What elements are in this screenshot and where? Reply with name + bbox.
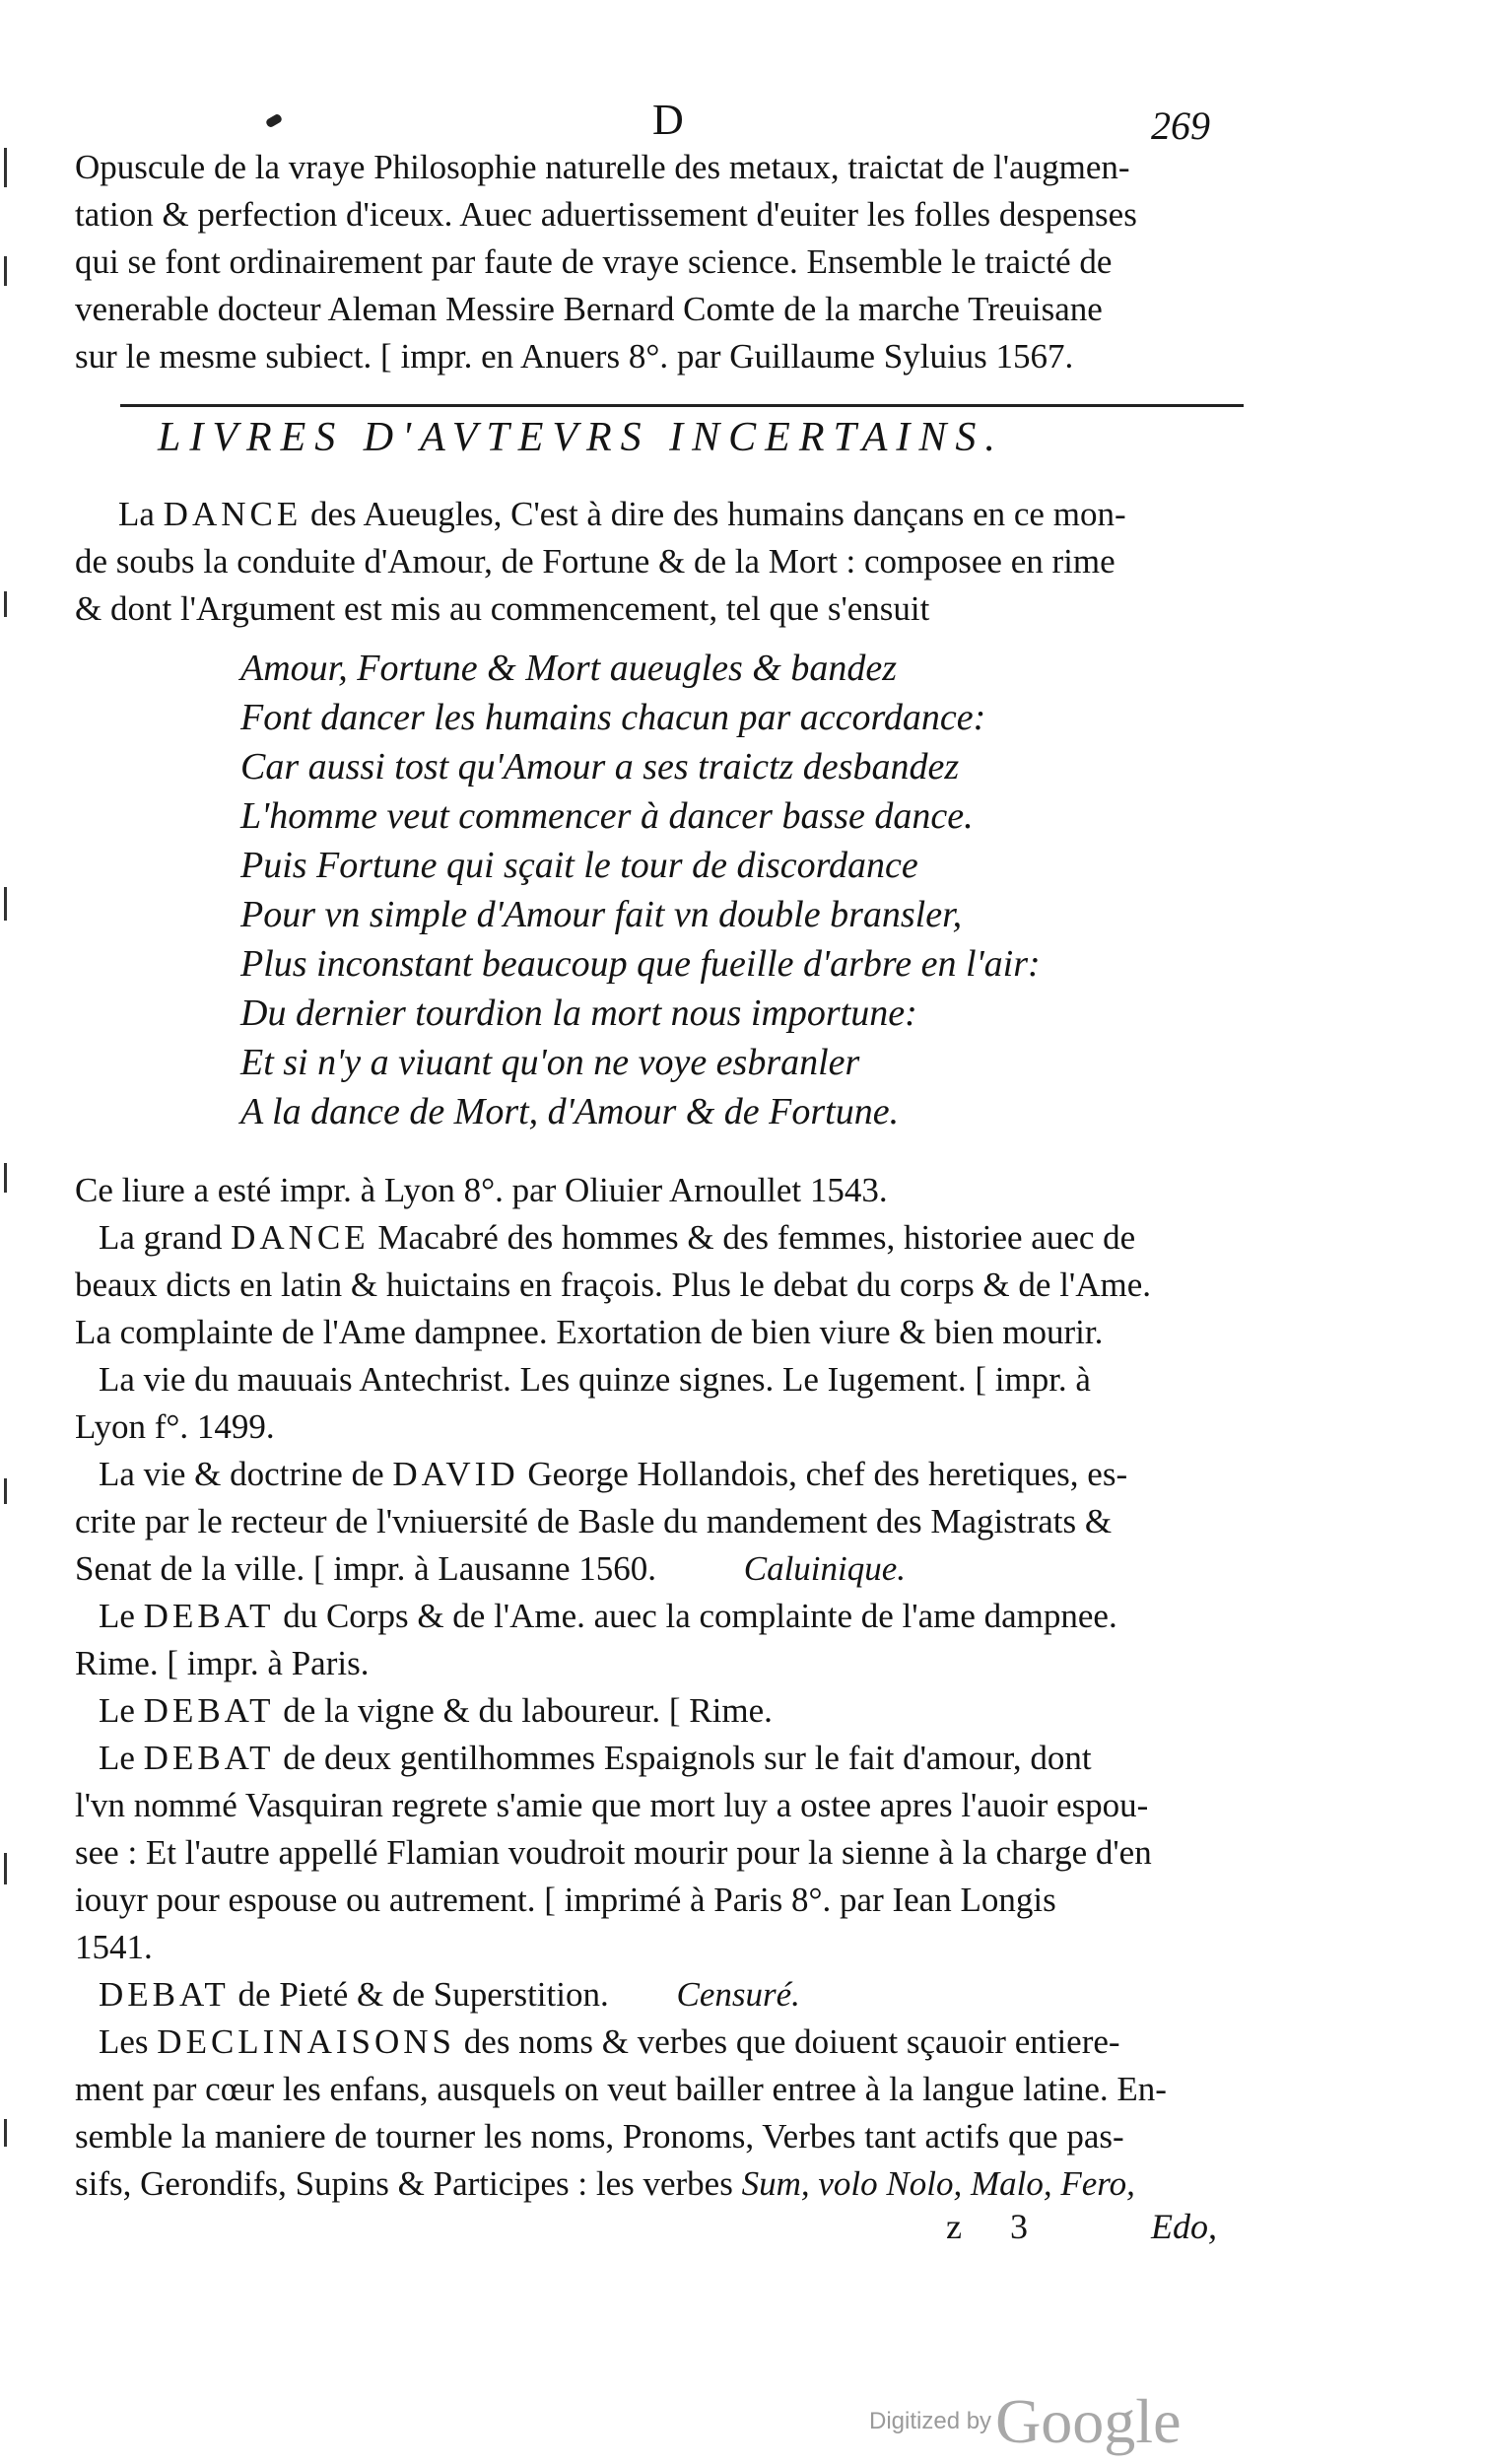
entry-text: sifs, Gerondifs, Supins & Participes : les verbes bbox=[75, 2164, 733, 2203]
entry-note: Caluinique. bbox=[743, 1549, 907, 1588]
entry-lead: Les bbox=[99, 2022, 149, 2061]
dance-entry-line bbox=[118, 493, 1126, 536]
entry-lead: La vie & doctrine de bbox=[99, 1455, 384, 1493]
verse-line: Plus inconstant beaucoup que fueille d'arbre en l'air: bbox=[240, 943, 1041, 985]
debat-corps-entry-line: Rime. [ impr. à Paris. bbox=[75, 1644, 370, 1682]
verse-line: Car aussi tost qu'Amour a ses traictz desbandez bbox=[240, 746, 960, 787]
entry-text: George Hollandois, chef des heretiques, es- bbox=[518, 1455, 1128, 1493]
section-heading: LIVRES D'AVTEVRS INCERTAINS. bbox=[158, 415, 1004, 460]
entry-text: de la vigne & du laboureur. [ Rime. bbox=[274, 1691, 773, 1730]
verse-line: Et si n'y a viuant qu'on ne voye esbranler bbox=[240, 1042, 860, 1083]
declinaisons-entry-line: semble la maniere de tourner les noms, Pronoms, Verbes tant actifs que pas- bbox=[75, 2117, 1124, 2156]
debat-gentil-entry-line: iouyr pour espouse ou autrement. [ imprimé à Paris 8°. par Iean Longis bbox=[75, 1881, 1056, 1919]
page-number: 269 bbox=[1151, 103, 1210, 148]
left-margin-gutter bbox=[0, 0, 24, 2464]
google-logo: Google bbox=[995, 2386, 1182, 2456]
catchword: Edo, bbox=[1151, 2207, 1217, 2246]
entry-text: Macabré des hommes & des femmes, historiee auec de bbox=[369, 1218, 1136, 1257]
declinaisons-entry-line: ment par cœur les enfans, ausquels on veut bailler entree à la langue latine. En- bbox=[75, 2070, 1167, 2108]
entry-title: DEBAT bbox=[143, 1597, 275, 1635]
entry-title: DEBAT bbox=[99, 1975, 230, 2014]
verse-line: Puis Fortune qui sçait le tour de discordance bbox=[240, 845, 918, 886]
verse-line: A la dance de Mort, d'Amour & de Fortune. bbox=[240, 1091, 900, 1132]
debat-piete-entry-line bbox=[99, 1973, 800, 2017]
macabre-entry-line: La complainte de l'Ame dampnee. Exortation de bien viure & bien mourir. bbox=[75, 1313, 1104, 1351]
running-header-letter: D bbox=[652, 96, 684, 144]
entry-lead: Le bbox=[99, 1597, 135, 1635]
entry-title: DANCE bbox=[231, 1218, 370, 1257]
david-entry-line bbox=[75, 1547, 906, 1591]
entry-text: de Pieté & de Superstition. bbox=[229, 1975, 609, 2014]
entry-text: de deux gentilhommes Espaignols sur le fait d'amour, dont bbox=[274, 1739, 1092, 1777]
opening-line: tation & perfection d'iceux. Auec aduertissement d'euiter les folles despenses bbox=[75, 195, 1137, 234]
declinaisons-entry-line bbox=[75, 2162, 1135, 2206]
entry-note: Censuré. bbox=[676, 1975, 800, 2014]
declinaisons-entry-line bbox=[99, 2020, 1120, 2064]
section-divider bbox=[120, 404, 1244, 407]
entry-text: des noms & verbes que doiuent sçauoir entiere- bbox=[455, 2022, 1120, 2061]
entry-lead: La bbox=[118, 495, 155, 533]
entry-title: DEBAT bbox=[143, 1691, 275, 1730]
dance-entry-line: & dont l'Argument est mis au commencement, tel que s'ensuit bbox=[75, 589, 930, 628]
dance-entry-line: de soubs la conduite d'Amour, de Fortune & de la Mort : composee en rime bbox=[75, 542, 1116, 581]
opening-line: Opuscule de la vraye Philosophie naturelle des metaux, traictat de l'augmen- bbox=[75, 148, 1130, 186]
opening-line: sur le mesme subiect. [ impr. en Anuers 8°. par Guillaume Syluius 1567. bbox=[75, 337, 1074, 376]
entry-lead: Le bbox=[99, 1691, 135, 1730]
entry-lead: La grand bbox=[99, 1218, 223, 1257]
macabre-entry-line: La vie du mauuais Antechrist. Les quinze signes. Le Iugement. [ impr. à bbox=[99, 1360, 1091, 1399]
entry-latin-words: Sum, volo Nolo, Malo, Fero, bbox=[741, 2164, 1135, 2203]
opening-line: qui se font ordinairement par faute de vraye science. Ensemble le traicté de bbox=[75, 242, 1113, 281]
debat-gentil-entry-line: l'vn nommé Vasquiran regrete s'amie que mort luy a ostee apres l'auoir espou- bbox=[75, 1786, 1149, 1824]
debat-gentil-entry-line bbox=[99, 1737, 1092, 1780]
entry-lead: Le bbox=[99, 1739, 135, 1777]
david-entry-line: crite par le recteur de l'vniuersité de Basle du mandement des Magistrats & bbox=[75, 1502, 1113, 1540]
debat-gentil-entry-line: see : Et l'autre appellé Flamian voudroit mourir pour la sienne à la charge d'en bbox=[75, 1833, 1152, 1872]
macabre-entry-line: beaux dicts en latin & huictains en fraçois. Plus le debat du corps & de l'Ame. bbox=[75, 1266, 1152, 1304]
entry-text: des Aueugles, C'est à dire des humains dançans en ce mon- bbox=[302, 495, 1126, 533]
verse-line: L'homme veut commencer à dancer basse dance. bbox=[240, 795, 974, 837]
verse-line: Pour vn simple d'Amour fait vn double bransler, bbox=[240, 894, 963, 935]
entry-text: Senat de la ville. [ impr. à Lausanne 1560. bbox=[75, 1549, 656, 1588]
entry-title: DEBAT bbox=[143, 1739, 275, 1777]
signature-mark: z 3 bbox=[946, 2207, 1048, 2246]
watermark-small-text: Digitized by bbox=[869, 2408, 992, 2434]
imprint-line: Ce liure a esté impr. à Lyon 8°. par Oliuier Arnoullet 1543. bbox=[75, 1171, 888, 1209]
debat-corps-entry-line bbox=[99, 1595, 1117, 1638]
entry-title: DANCE bbox=[163, 495, 303, 533]
macabre-entry-line: Lyon f°. 1499. bbox=[75, 1407, 275, 1446]
debat-gentil-entry-line: 1541. bbox=[75, 1928, 153, 1966]
ink-mark bbox=[265, 113, 283, 129]
digitized-watermark bbox=[869, 2385, 1181, 2458]
opening-line: venerable docteur Aleman Messire Bernard Comte de la marche Treuisane bbox=[75, 290, 1103, 328]
entry-title: DECLINAISONS bbox=[157, 2022, 456, 2061]
david-entry-line bbox=[99, 1453, 1127, 1496]
entry-text: du Corps & de l'Ame. auec la complainte de l'ame dampnee. bbox=[274, 1597, 1117, 1635]
macabre-entry-line bbox=[99, 1216, 1135, 1260]
entry-title: DAVID bbox=[392, 1455, 519, 1493]
verse-line: Amour, Fortune & Mort aueugles & bandez bbox=[240, 648, 898, 689]
debat-vigne-entry-line bbox=[99, 1689, 773, 1733]
verse-line: Du dernier tourdion la mort nous importune: bbox=[240, 992, 917, 1034]
verse-line: Font dancer les humains chacun par accordance: bbox=[240, 697, 986, 738]
